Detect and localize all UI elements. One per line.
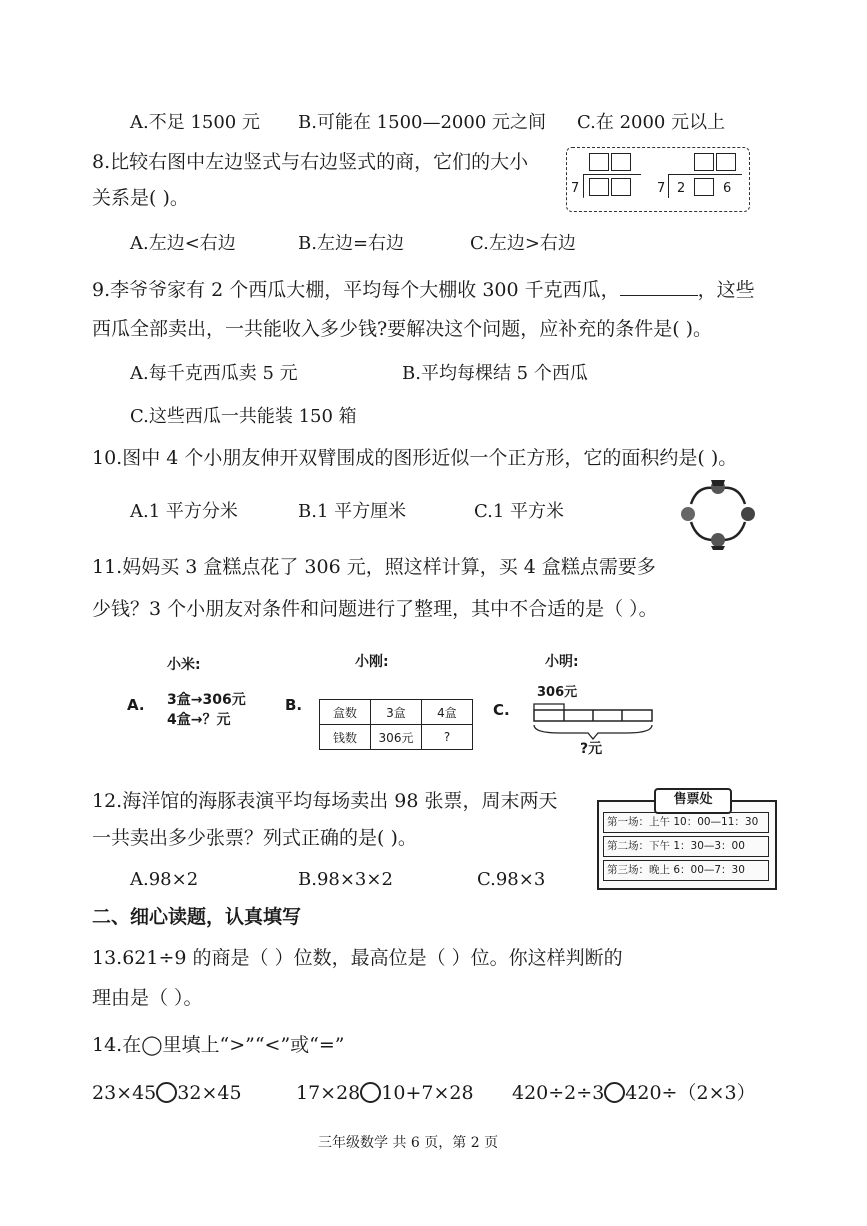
q11-name-xiaomi: 小米: (167, 657, 201, 673)
q11-segment-diagram (530, 698, 655, 743)
q8-option-c: C.左边>右边 (470, 233, 576, 254)
q10-stem: 10.图中 4 个小朋友伸开双臂围成的图形近似一个正方形，它的面积约是( )。 (92, 447, 738, 469)
q9-option-b: B.平均每棵结 5 个西瓜 (402, 363, 588, 384)
q8-option-b: B.左边=右边 (298, 233, 405, 254)
q9-stem-line2: 西瓜全部卖出，一共能收入多少钱?要解决这个问题，应补充的条件是( )。 (92, 318, 713, 340)
q14-item-3-left: 420÷2÷3 (512, 1082, 605, 1104)
ticket-office-board (597, 792, 777, 890)
children-square-figure (677, 476, 759, 552)
ticket-row-1: 第一场：上午 10：00—11：30 (603, 812, 769, 833)
q14-compare-circle-3[interactable] (604, 1082, 625, 1103)
q14-item-2 (296, 1081, 474, 1105)
ticket-row-3: 第三场：晚上 6：00—7：30 (603, 860, 769, 881)
q9-stem-line1 (92, 277, 755, 302)
q11-xiaoming-top-label: 306元 (537, 685, 578, 700)
q8-dividend-digit3: 6 (723, 181, 732, 196)
q8-divisor-left: 7 (571, 181, 580, 196)
q8-division-figure (566, 147, 750, 212)
table-cell: 钱数 (320, 725, 371, 750)
q14-item-1 (92, 1081, 242, 1105)
q14-item-3-right: 420÷（2×3） (625, 1082, 756, 1104)
ticket-row-2: 第二场：下午 1：30—3：00 (603, 836, 769, 857)
q8-divisor-right: 7 (657, 181, 666, 196)
q14-stem: 14.在◯里填上“>”“<”或“=” (92, 1034, 345, 1056)
q8-option-a: A.左边<右边 (130, 233, 236, 254)
q14-compare-circle-1[interactable] (156, 1082, 177, 1103)
q8-stem-line1: 8.比较右图中左边竖式与右边竖式的商，它们的大小 (92, 151, 529, 173)
q11-xiaoming-bottom-label: ?元 (580, 741, 603, 757)
table-cell: ? (422, 725, 473, 750)
q11-name-xiaogang: 小刚: (355, 654, 389, 670)
table-cell: 盒数 (320, 700, 371, 725)
q8-dividend-digit1: 2 (677, 181, 686, 196)
q11-xiaomi-line2: 4盒→？元 (167, 712, 231, 728)
q12-stem-line1: 12.海洋馆的海豚表演平均每场卖出 98 张票，周末两天 (92, 790, 558, 812)
q11-xiaogang-table (319, 699, 473, 750)
q11-stem-line1: 11.妈妈买 3 盒糕点花了 306 元，照这样计算，买 4 盒糕点需要多 (92, 556, 656, 578)
table-cell: 4盒 (422, 700, 473, 725)
table-cell: 306元 (371, 725, 422, 750)
q14-item-1-right: 32×45 (177, 1082, 242, 1104)
page-footer: 三年级数学 共 6 页，第 2 页 (318, 1135, 499, 1151)
q9-stem-line1-start: 9.李爷爷家有 2 个西瓜大棚，平均每个大棚收 300 千克西瓜， (92, 279, 620, 301)
q11-letter-b: B. (285, 696, 303, 714)
q9-option-c: C.这些西瓜一共能装 150 箱 (130, 406, 357, 427)
section-2-heading: 二、细心读题，认真填写 (92, 906, 302, 928)
q12-stem-line2: 一共卖出多少张票？列式正确的是( )。 (92, 827, 417, 849)
q11-xiaomi-line1: 3盒→306元 (167, 692, 246, 708)
q11-letter-a: A. (127, 696, 145, 714)
q7-option-a: A.不足 1500 元 (130, 112, 260, 133)
q11-name-xiaoming: 小明: (545, 654, 579, 670)
q12-option-b: B.98×3×2 (298, 869, 393, 890)
q10-option-c: C.1 平方米 (474, 501, 565, 522)
q9-stem-line1-end: ，这些 (697, 279, 755, 301)
q10-option-b: B.1 平方厘米 (298, 501, 407, 522)
q9-answer-blank[interactable] (620, 277, 698, 296)
q14-item-3 (512, 1081, 756, 1105)
q14-item-2-right: 10+7×28 (381, 1082, 474, 1104)
q14-item-2-left: 17×28 (296, 1082, 361, 1104)
q13-stem-line1: 13.621÷9 的商是（ ）位数，最高位是（ ）位。你这样判断的 (92, 947, 623, 969)
q7-option-c: C.在 2000 元以上 (577, 112, 726, 133)
q14-compare-circle-2[interactable] (360, 1082, 381, 1103)
q12-option-a: A.98×2 (130, 869, 199, 890)
q7-option-b: B.可能在 1500—2000 元之间 (298, 112, 547, 133)
table-cell: 3盒 (371, 700, 422, 725)
q11-stem-line2: 少钱？3 个小朋友对条件和问题进行了整理，其中不合适的是（ ）。 (92, 598, 658, 620)
q14-item-1-left: 23×45 (92, 1082, 157, 1104)
q13-stem-line2: 理由是（ ）。 (92, 987, 203, 1009)
q9-option-a: A.每千克西瓜卖 5 元 (130, 363, 298, 384)
ticket-office-title: 售票处 (654, 788, 732, 814)
q10-option-a: A.1 平方分米 (130, 501, 238, 522)
q8-stem-line2: 关系是( )。 (92, 187, 189, 209)
q11-letter-c: C. (493, 701, 510, 719)
q12-option-c: C.98×3 (477, 869, 546, 890)
